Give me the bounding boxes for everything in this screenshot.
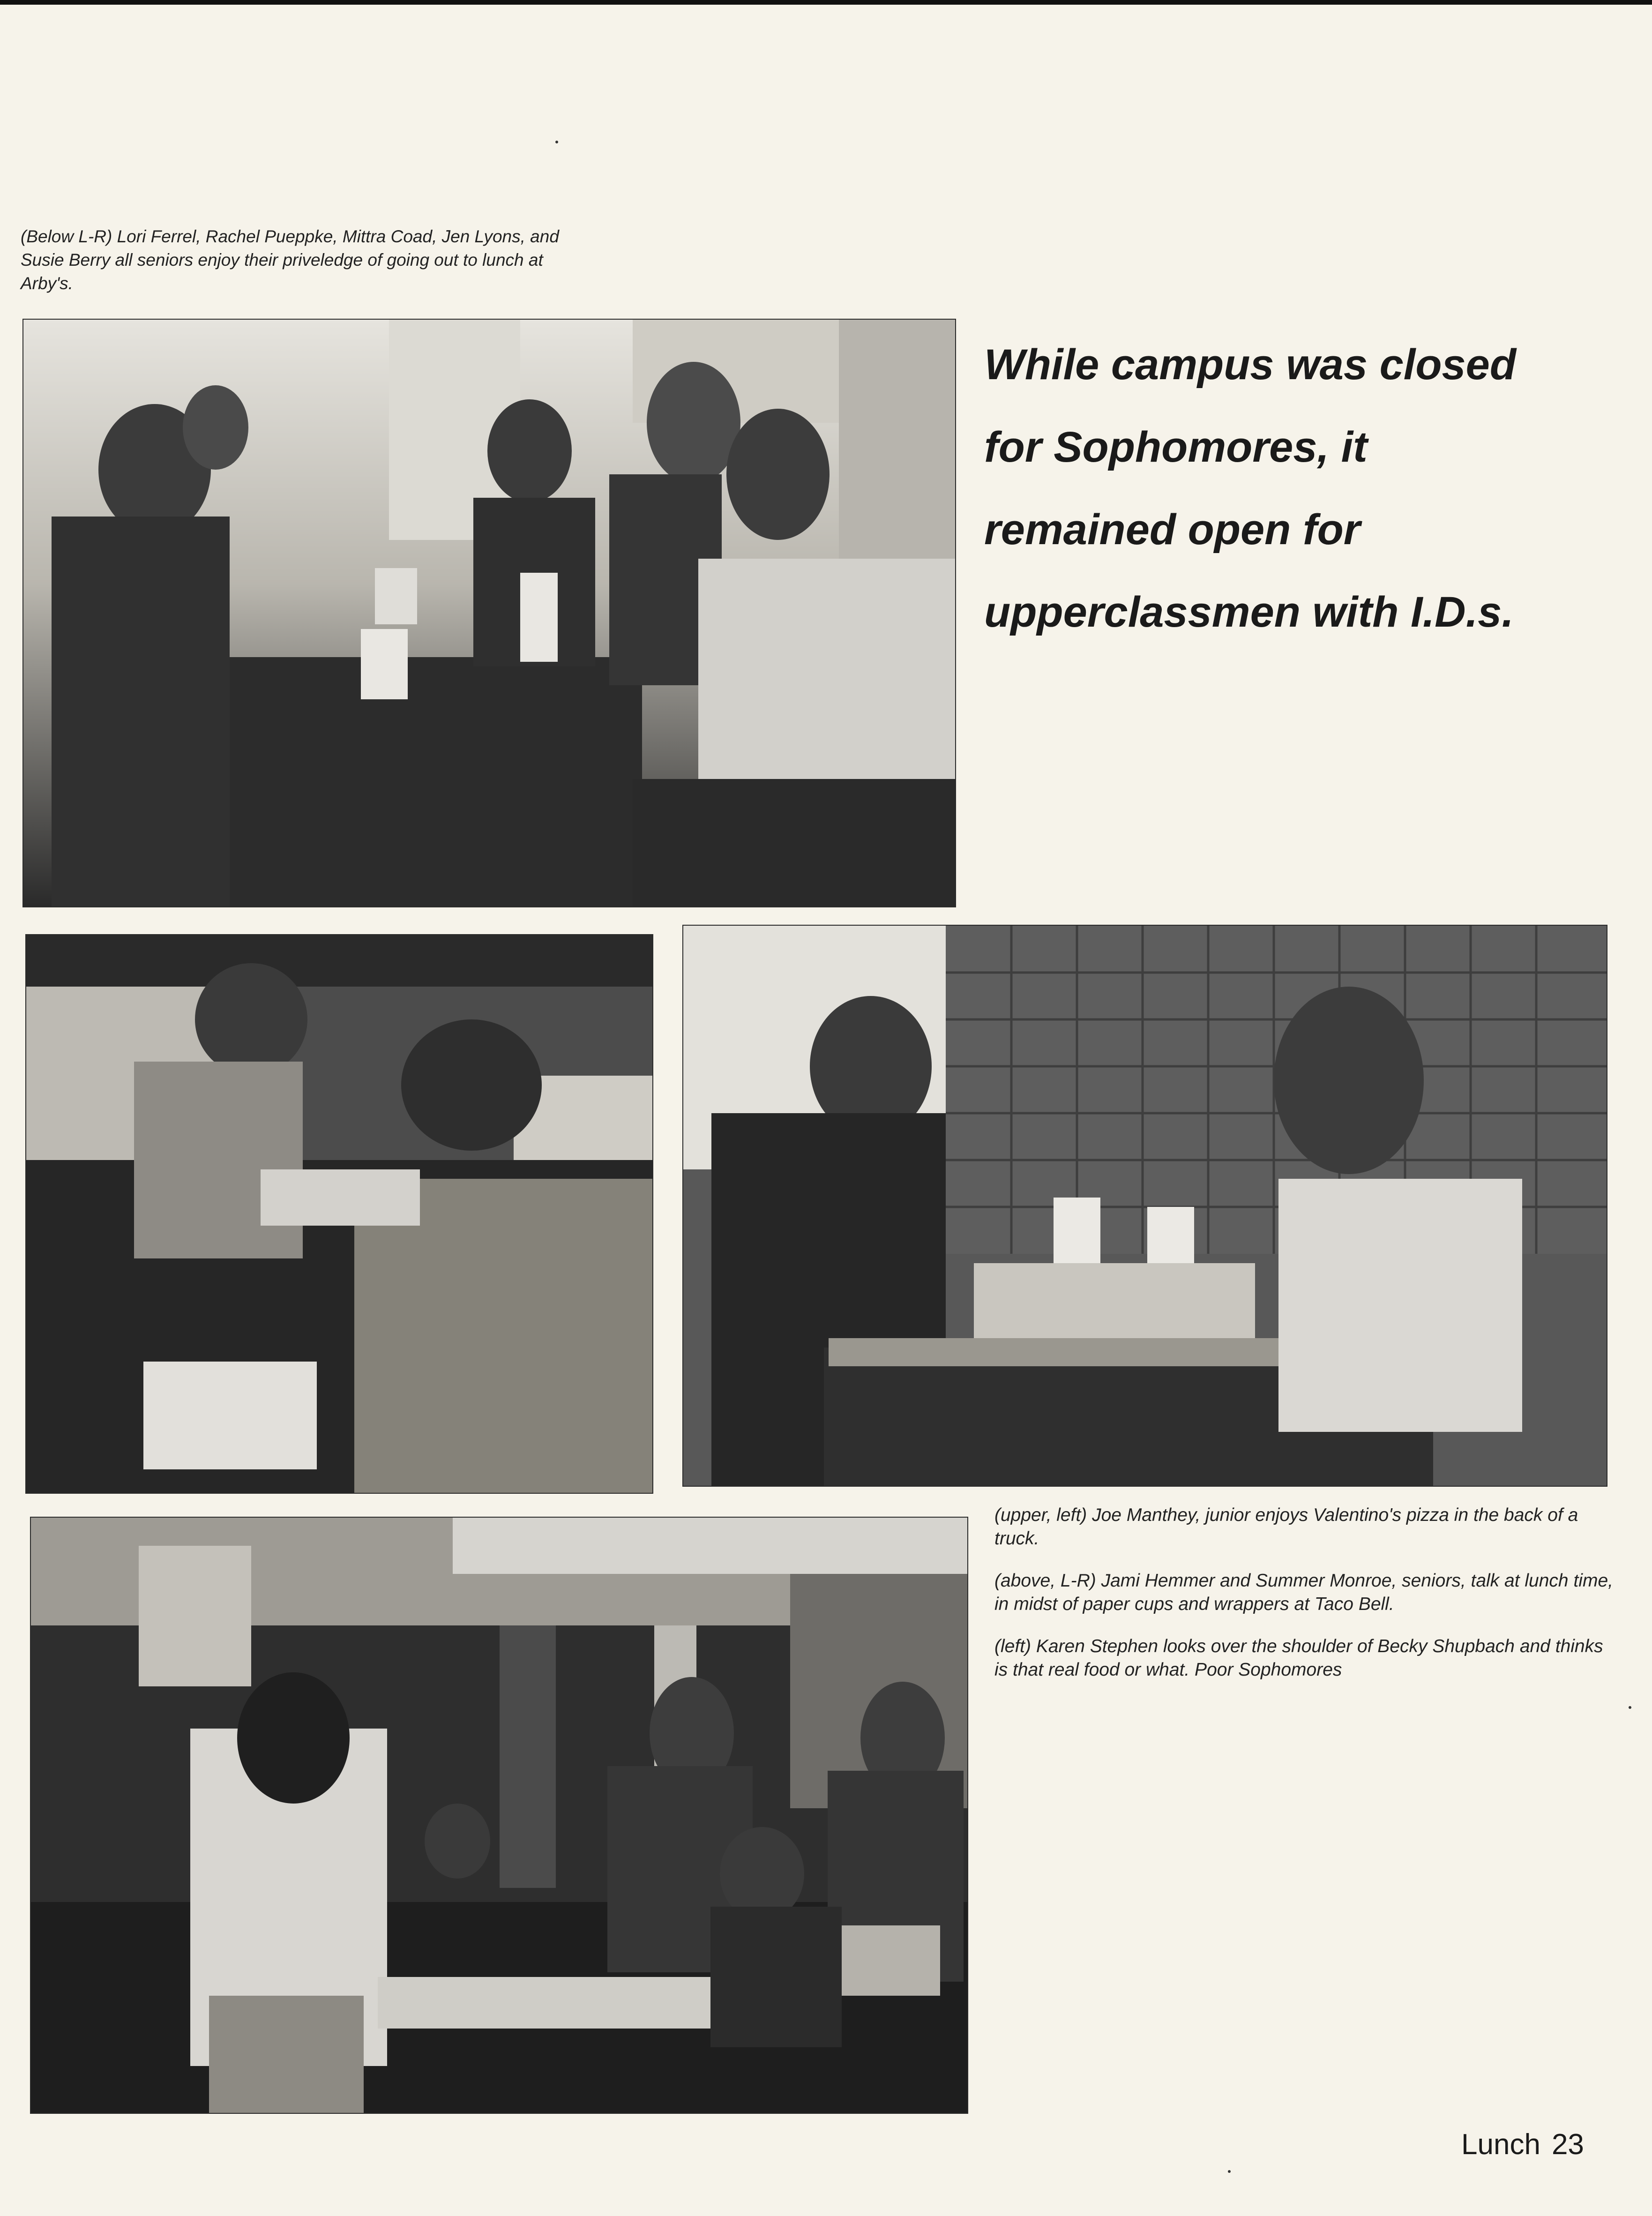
photo-taco-bell bbox=[683, 926, 1607, 1486]
caption-arbys: (Below L-R) Lori Ferrel, Rachel Pueppke, Mittra Coad, Jen Lyons, and Susie Berry all seniors enjoy their priveledge of going out to lunch at Arby's. bbox=[21, 227, 559, 293]
photo-truck-pizza bbox=[26, 935, 652, 1493]
print-speck bbox=[555, 141, 558, 143]
print-speck bbox=[1629, 1706, 1631, 1709]
headline-line-3: remained open for bbox=[984, 506, 1360, 554]
photo-cafeteria bbox=[31, 1518, 967, 2113]
photo-arbys-lunch bbox=[23, 320, 955, 906]
print-speck bbox=[1228, 2170, 1231, 2173]
headline-line-1: While campus was closed bbox=[984, 341, 1517, 389]
caption-truck: (upper, left) Joe Manthey, junior enjoys Valentino's pizza in the back of a truck. bbox=[994, 1505, 1578, 1549]
page-top-edge bbox=[0, 0, 1652, 5]
caption-taco-bell: (above, L-R) Jami Hemmer and Summer Monroe, seniors, talk at lunch time, in midst of paper cups and wrappers at Taco Bell. bbox=[994, 1571, 1613, 1614]
captions-right bbox=[994, 1504, 1613, 1700]
headline bbox=[984, 323, 1631, 653]
page-number: 23 bbox=[1551, 2128, 1584, 2161]
headline-line-4: upperclassmen with I.D.s. bbox=[984, 588, 1514, 636]
headline-line-2: for Sophomores, it bbox=[984, 423, 1368, 471]
caption-cafeteria: (left) Karen Stephen looks over the shoulder of Becky Shupbach and thinks is that real food or what. Poor Sophomores bbox=[994, 1636, 1603, 1680]
footer-section: Lunch bbox=[1461, 2128, 1540, 2161]
page-footer bbox=[1461, 2128, 1584, 2161]
